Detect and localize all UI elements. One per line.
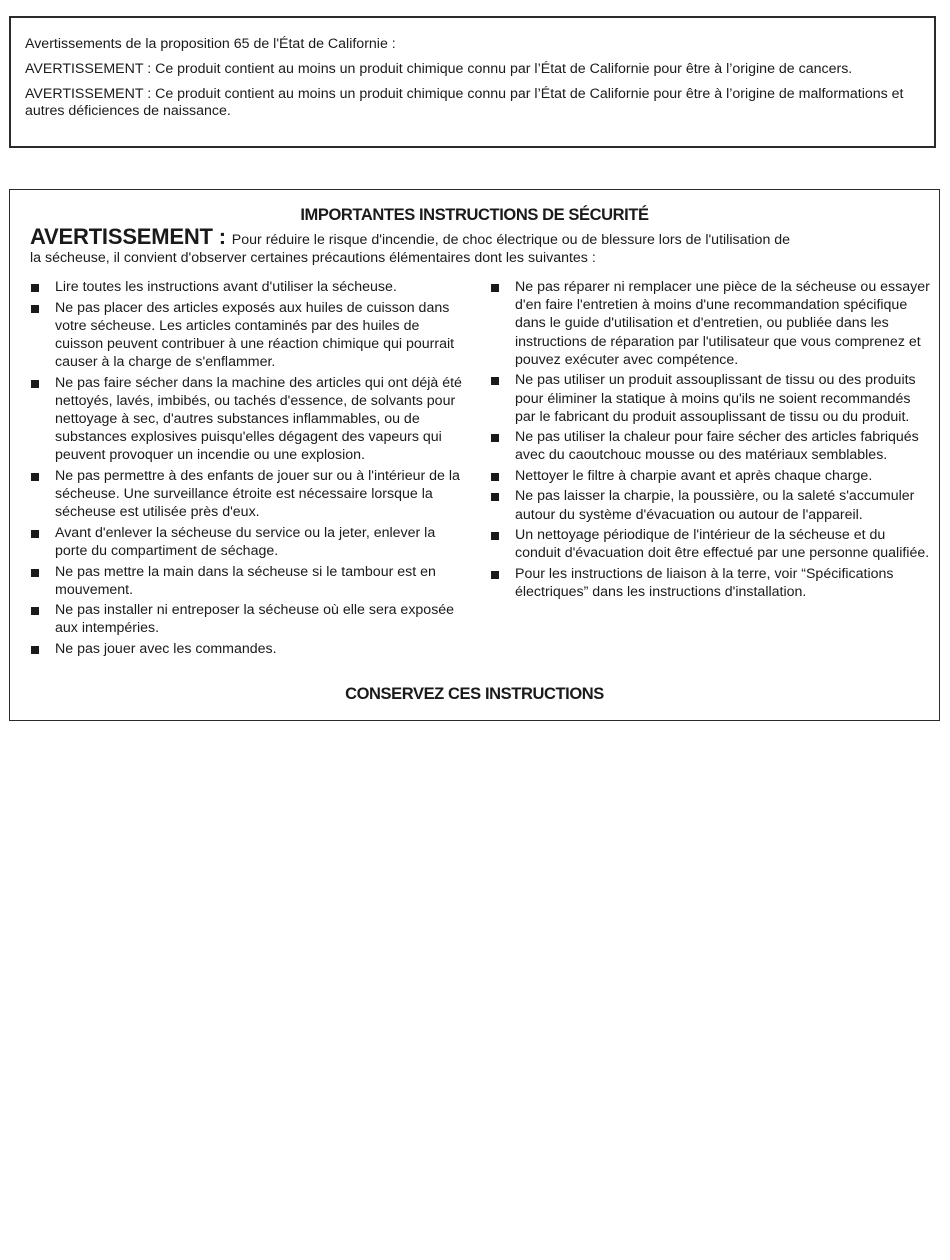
square-bullet-icon [31, 530, 39, 538]
safety-title: IMPORTANTES INSTRUCTIONS DE SÉCURITÉ [300, 206, 649, 224]
prop65-birth-defect-warning: AVERTISSEMENT : Ce produit contient au moins un produit chimique connu par l’État de Californie pour être à l’origine de malformations et autres déficiences de naissance. [25, 86, 904, 119]
list-item: Pour les instructions de liaison à la terre, voir “Spécifications électriques” dans les instructions d'installation. [488, 565, 933, 601]
prop65-warning-box [9, 16, 936, 148]
list-item: Lire toutes les instructions avant d'utiliser la sécheuse. [28, 278, 468, 296]
list-item: Ne pas réparer ni remplacer une pièce de la sécheuse ou essayer d'en faire l'entretien à moins d'une recommandation spécifique dans le guide d'utilisation et d'entretien, ou publiée dans les instructions de réparation par l'utilisateur que vous comprenez et pouvez exécuter avec compétence. [488, 278, 933, 369]
list-item: Avant d'enlever la sécheuse du service ou la jeter, enlever la porte du compartiment de séchage. [28, 524, 468, 560]
list-item: Ne pas laisser la charpie, la poussière, ou la saleté s'accumuler autour du système d'évacuation ou autour de l'appareil. [488, 487, 933, 523]
list-item: Ne pas placer des articles exposés aux huiles de cuisson dans votre sécheuse. Les articles contaminés par des huiles de cuisson peuvent contribuer à une réaction chimique qui pourrait causer à la charge de s'enflammer. [28, 299, 468, 372]
square-bullet-icon [491, 571, 499, 579]
intro-line-2: la sécheuse, il convient d'observer certaines précautions élémentaires dont les suivantes : [30, 250, 596, 266]
left-instruction-list [28, 278, 468, 660]
square-bullet-icon [31, 305, 39, 313]
square-bullet-icon [31, 646, 39, 654]
square-bullet-icon [491, 493, 499, 501]
square-bullet-icon [491, 284, 499, 292]
safety-intro [30, 224, 920, 266]
square-bullet-icon [31, 473, 39, 481]
square-bullet-icon [31, 284, 39, 292]
square-bullet-icon [491, 473, 499, 481]
warning-word: AVERTISSEMENT : [30, 224, 226, 249]
square-bullet-icon [31, 607, 39, 615]
intro-line-1: Pour réduire le risque d'incendie, de choc électrique ou de blessure lors de l'utilisation de [231, 232, 791, 248]
prop65-heading: Avertissements de la proposition 65 de l'État de Californie : [25, 36, 396, 52]
list-item: Ne pas utiliser la chaleur pour faire sécher des articles fabriqués avec du caoutchouc mousse ou des matériaux semblables. [488, 428, 933, 464]
list-item: Ne pas utiliser un produit assouplissant de tissu ou des produits pour éliminer la statique à moins qu'ils ne soient recommandés par le fabricant du produit assouplissant de tissu ou du produit. [488, 371, 933, 426]
list-item: Ne pas jouer avec les commandes. [28, 640, 468, 658]
save-instructions-footer: CONSERVEZ CES INSTRUCTIONS [345, 685, 604, 703]
prop65-cancer-warning: AVERTISSEMENT : Ce produit contient au moins un produit chimique connu par l’État de Californie pour être à l’origine de cancers. [25, 61, 853, 77]
list-item: Ne pas faire sécher dans la machine des articles qui ont déjà été nettoyés, lavés, imbibés, ou tachés d'essence, de solvants pour nettoyage à sec, d'autres substances inflammables, ou de substances explosives puisqu'elles dégagent des vapeurs qui peuvent provoquer un incendie ou une explosion. [28, 374, 468, 465]
list-item: Un nettoyage périodique de l'intérieur de la sécheuse et du conduit d'évacuation doit être effectué par une personne qualifiée. [488, 526, 933, 562]
square-bullet-icon [31, 569, 39, 577]
list-item: Ne pas mettre la main dans la sécheuse si le tambour est en mouvement. [28, 563, 468, 599]
square-bullet-icon [491, 377, 499, 385]
square-bullet-icon [31, 380, 39, 388]
right-instruction-list [488, 278, 933, 604]
list-item: Ne pas installer ni entreposer la sécheuse où elle sera exposée aux intempéries. [28, 601, 468, 637]
safety-instructions-box [9, 189, 940, 721]
square-bullet-icon [491, 434, 499, 442]
list-item: Ne pas permettre à des enfants de jouer sur ou à l'intérieur de la sécheuse. Une surveillance étroite est nécessaire lorsque la sécheuse est utilisée près d'eux. [28, 467, 468, 522]
square-bullet-icon [491, 532, 499, 540]
list-item: Nettoyer le filtre à charpie avant et après chaque charge. [488, 467, 933, 485]
